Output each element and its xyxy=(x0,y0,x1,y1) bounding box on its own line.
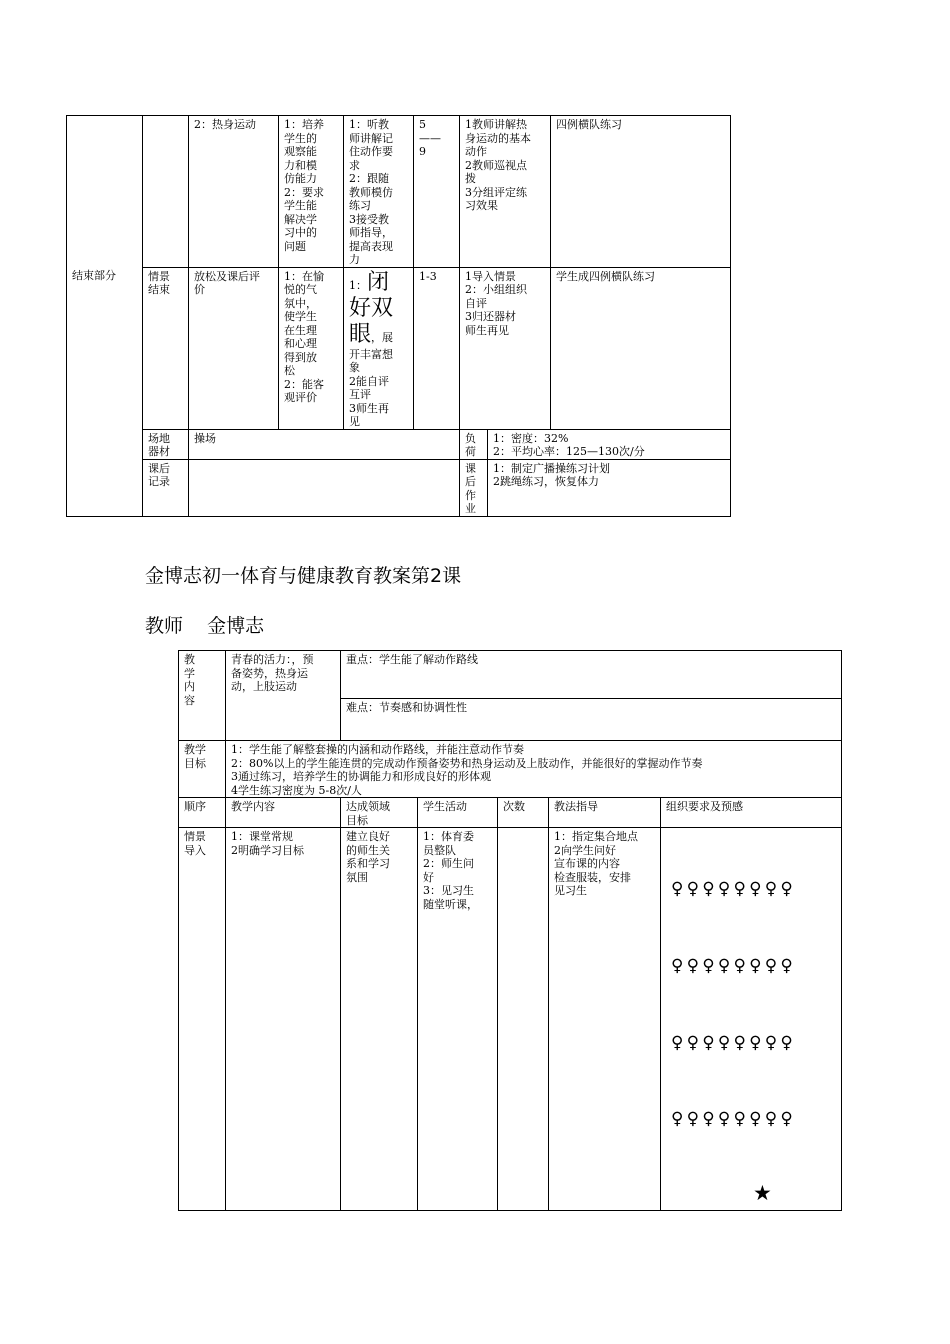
homework-label: 课 后 作 业 xyxy=(460,459,488,516)
formation-row-3: ♀♀♀♀♀♀♀♀ xyxy=(671,1033,797,1053)
teacher-star-icon: ★ xyxy=(753,1181,772,1205)
header-student: 学生活动 xyxy=(418,798,498,828)
venue-value: 操场 xyxy=(189,429,460,459)
table-row-record xyxy=(67,459,731,516)
goal-cell: 建立良好 的师生关 系和学习 氛围 xyxy=(341,828,418,1211)
content-value: 青春的活力：，预 备姿势，热身运 动，上肢运动 xyxy=(226,651,341,741)
organization-cell: 四例横队练习 xyxy=(551,116,731,268)
goal-cell: 1：培养 学生的 观察能 力和模 仿能力 2：要求 学生能 解决学 习中的 问题 xyxy=(279,116,344,268)
content-cell: 2：热身运动 xyxy=(189,116,279,268)
header-order: 顺序 xyxy=(179,798,226,828)
header-goal: 达成领域 目标 xyxy=(341,798,418,828)
count-cell xyxy=(498,828,549,1211)
difficulty: 难点：节奏感和协调性性 xyxy=(341,699,842,741)
homework-value: 1：制定广播操练习计划 2跳绳练习，恢复体力 xyxy=(488,459,731,516)
content-label: 教 学 内 容 xyxy=(179,651,226,741)
order-cell: 情景 导入 xyxy=(179,828,226,1211)
goal-cell: 1：在愉 悦的气 氛中， 使学生 在生理 和心理 得到放 松 2：能客 观评价 xyxy=(279,267,344,429)
goals-label: 教学 目标 xyxy=(179,741,226,798)
teacher-guidance-cell: 1：指定集合地点 2向学生问好 宣布课的内容 检查服装，安排 见习生 xyxy=(549,828,661,1211)
student-rest-text: ，展 开丰富想 象 2能自评 互评 3师生再 见 xyxy=(349,330,394,428)
content-cell: 放松及课后评 价 xyxy=(189,267,279,429)
record-label: 课后 记录 xyxy=(143,459,189,516)
table-row-ending xyxy=(67,267,731,429)
count-cell: 5 —— 9 xyxy=(414,116,460,268)
lesson-title: 金博志初一体育与健康教育教案第2课 xyxy=(145,565,462,587)
teacher-guidance-cell: 1教师讲解热 身运动的基本 动作 2教师巡视点 拨 3分组评定练 习效果 xyxy=(460,116,551,268)
table-header-row xyxy=(179,798,842,828)
header-teacher: 教法指导 xyxy=(549,798,661,828)
key-point: 重点：学生能了解动作路线 xyxy=(341,651,842,699)
student-prefix: 1： xyxy=(349,278,367,292)
student-activity-cell: 1：体育委 员整队 2：师生问 好 3：见习生 随堂听课， xyxy=(418,828,498,1211)
section-cell xyxy=(67,116,143,268)
student-activity-cell xyxy=(344,267,414,429)
header-org: 组织要求及预感 xyxy=(661,798,842,828)
formation-row-4: ♀♀♀♀♀♀♀♀ xyxy=(671,1109,797,1129)
count-cell: 1-3 xyxy=(414,267,460,429)
content-cell: 1：课堂常规 2明确学习目标 xyxy=(226,828,341,1211)
table-row-warmup xyxy=(67,116,731,268)
section-label: 结束部分 xyxy=(67,267,143,429)
record-value xyxy=(189,459,460,516)
stage-label: 情景 结束 xyxy=(143,267,189,429)
student-activity-cell: 1：听教 师讲解记 住动作要 求 2：跟随 教师模仿 练习 3接受教 师指导， 提高表现 力 xyxy=(344,116,414,268)
venue-label: 场地 器材 xyxy=(143,429,189,459)
formation-row-2: ♀♀♀♀♀♀♀♀ xyxy=(671,956,797,976)
load-label: 负 荷 xyxy=(460,429,488,459)
organization-cell: 学生成四例横队练习 xyxy=(551,267,731,429)
table-row-content xyxy=(179,651,842,699)
formation-row-1: ♀♀♀♀♀♀♀♀ xyxy=(671,879,797,899)
section-cell xyxy=(67,429,143,459)
teacher-guidance-cell: 1导入情景 2：小组组织 自评 3归还器材 师生再见 xyxy=(460,267,551,429)
section-cell xyxy=(67,459,143,516)
header-content: 教学内容 xyxy=(226,798,341,828)
table-row-goals xyxy=(179,741,842,798)
student-big-text: 闭 好双 眼 xyxy=(349,269,394,347)
table-row-venue xyxy=(67,429,731,459)
teacher-line: 教师 金博志 xyxy=(145,615,265,637)
load-value: 1：密度：32% 2：平均心率：125—130次/分 xyxy=(488,429,731,459)
lesson-plan-table-1 xyxy=(66,115,731,517)
header-count: 次数 xyxy=(498,798,549,828)
stage-cell xyxy=(143,116,189,268)
goals-value: 1：学生能了解整套操的内涵和动作路线，并能注意动作节奏 2：80%以上的学生能连贯的完成动作预备姿势和热身运动及上肢动作，并能很好的掌握动作节奏 3通过练习，培养学生的协调能力和形成良好的形体观 4学生练习密度为 5-8次/人 xyxy=(226,741,842,798)
